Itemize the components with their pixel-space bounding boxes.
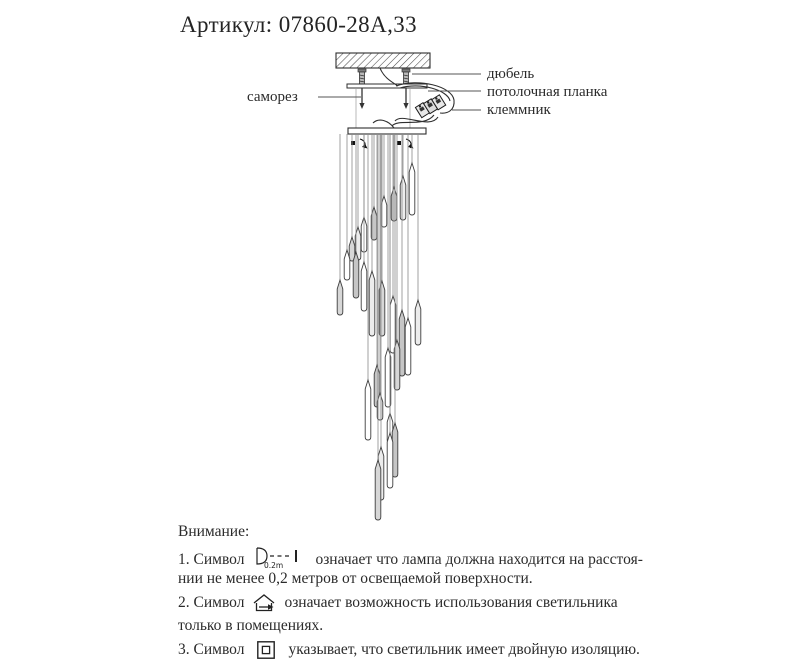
pendant-drop [387, 433, 393, 488]
double-insulation-icon [256, 640, 276, 660]
pendant-drop [391, 187, 397, 221]
note-1-line-2: нии не менее 0,2 метров от освещаемой поверхности. [178, 570, 533, 588]
label-screw: саморез [247, 89, 298, 105]
pendant-drop [405, 318, 411, 375]
pendant-drop [375, 460, 381, 520]
label-dowel: дюбель [487, 66, 535, 82]
cable-gripper-left [351, 139, 368, 149]
note-1-line-1: 1. Символ 0.2m означает что лампа должна находится на расстоя- [178, 544, 628, 567]
pendant-drop [369, 271, 375, 336]
label-terminal-block: клеммник [487, 102, 551, 118]
dowel-right [402, 69, 410, 84]
pendant-cascade [337, 134, 421, 520]
supply-wires [373, 68, 454, 128]
pendant-drop [365, 380, 371, 440]
note-2-line-1: 2. Символ означает возможность использования светильника [178, 593, 618, 611]
indoor-use-icon [252, 593, 276, 613]
note-3-line-1: 3. Символ указывает, что светильник имеет двойную изоляцию. [178, 640, 640, 658]
min-distance-icon [252, 544, 307, 570]
note-2-line-2: только в помещениях. [178, 617, 324, 635]
pendant-drop [337, 280, 343, 315]
label-ceiling-plate: потолочная планка [487, 84, 608, 100]
screw-left [359, 88, 364, 109]
pendant-drop [415, 300, 421, 345]
ceiling-slab [336, 53, 430, 68]
warning-section [178, 520, 643, 661]
warning-title: Внимание: [178, 523, 250, 540]
pendant-drop [353, 252, 359, 298]
page-title: Артикул: 07860-28А,33 [180, 12, 418, 37]
leader-lines [318, 74, 481, 110]
min-distance-value: 0.2m [264, 561, 284, 570]
cable-gripper-right [397, 139, 414, 149]
dowel-left [358, 69, 366, 84]
pendant-drop [400, 176, 406, 220]
screw-right [403, 88, 408, 109]
terminal-block [415, 93, 445, 119]
pendant-drop [361, 262, 367, 311]
canopy-plate [348, 128, 426, 134]
pendant-drop [409, 163, 415, 215]
